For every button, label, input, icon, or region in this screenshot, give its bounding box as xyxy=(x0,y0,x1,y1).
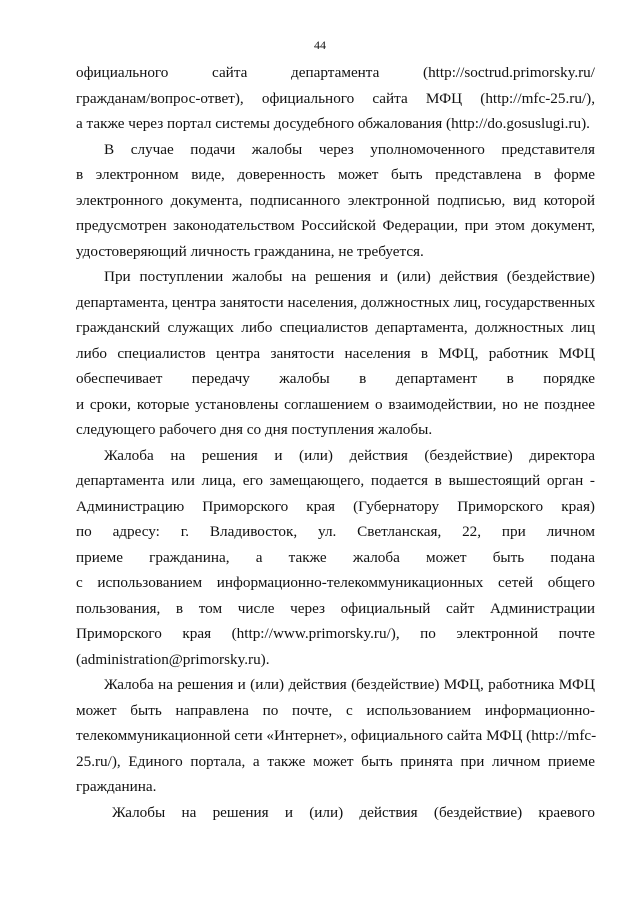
text-line: Администрацию Приморского края (Губернатору Приморского края) xyxy=(76,497,595,515)
text-line: удостоверяющий личность гражданина, не требуется. xyxy=(76,242,424,260)
text-line: официального сайта департамента (http://soctrud.primorsky.ru/ xyxy=(76,64,595,81)
text-line: предусмотрен законодательством Российской Федерации, при этом документ, xyxy=(76,217,595,234)
text-line: гражданина. xyxy=(76,778,157,795)
text-line: пользования, в том числе через официальный сайт Администрации xyxy=(76,599,595,617)
text-line: по адресу: г. Владивосток, ул. Светланская, 22, при личном xyxy=(76,523,595,540)
paragraph xyxy=(76,443,595,673)
paragraph xyxy=(76,672,595,800)
text-line: департамента или лица, его замещающего, подается в вышестоящий орган - xyxy=(76,472,595,489)
text-line: телекоммуникационной сети «Интернет», официального сайта МФЦ (http://mfc- xyxy=(76,727,597,744)
text-line: департамента, центра занятости населения, должностных лиц, государственных xyxy=(76,293,596,311)
paragraph xyxy=(76,137,595,265)
text-line: приеме гражданина, а также жалоба может быть подана xyxy=(76,548,595,566)
text-line: с использованием информационно-телекоммуникационных сетей общего xyxy=(76,574,595,591)
text-line: может быть направлена по почте, с использованием информационно- xyxy=(76,701,595,719)
text-line: электронного документа, подписанного электронной подписью, вид которой xyxy=(76,191,595,209)
paragraph xyxy=(76,60,595,137)
page-number: 44 xyxy=(314,38,326,52)
document-body xyxy=(76,60,595,825)
text-line: следующего рабочего дня со дня поступления жалобы. xyxy=(76,421,433,438)
text-line: (administration@primorsky.ru). xyxy=(76,650,270,668)
text-line: а также через портал системы досудебного обжалования (http://do.gosuslugi.ru). xyxy=(76,115,590,132)
text-line: гражданам/вопрос-ответ), официального сайта МФЦ (http://mfc-25.ru/), xyxy=(76,89,595,107)
paragraph xyxy=(76,264,595,443)
text-line: либо специалистов центра занятости населения в МФЦ, работник МФЦ xyxy=(76,344,595,362)
text-line: Жалобы на решения и (или) действия (бездействие) краевого xyxy=(112,803,595,821)
text-line: Жалоба на решения и (или) действия (бездействие) директора xyxy=(104,446,595,464)
text-line: и сроки, которые установлены соглашением о взаимодействии, но не позднее xyxy=(76,395,595,413)
text-line: Жалоба на решения и (или) действия (бездействие) МФЦ, работника МФЦ xyxy=(104,676,595,693)
paragraph xyxy=(76,800,595,826)
text-line: При поступлении жалобы на решения и (или) действия (бездействие) xyxy=(104,268,595,285)
text-line: В случае подачи жалобы через уполномоченного представителя xyxy=(104,140,595,158)
text-line: 25.ru/), Единого портала, а также может быть принята при личном приеме xyxy=(76,752,595,770)
text-line: Приморского края (http://www.primorsky.ru/), по электронной почте xyxy=(76,625,595,642)
text-line: обеспечивает передачу жалобы в департамент в порядке xyxy=(76,370,595,387)
text-line: в электронном виде, доверенность может быть представлена в форме xyxy=(76,166,595,183)
text-line: гражданский служащих либо специалистов департамента, должностных лиц xyxy=(76,319,595,336)
